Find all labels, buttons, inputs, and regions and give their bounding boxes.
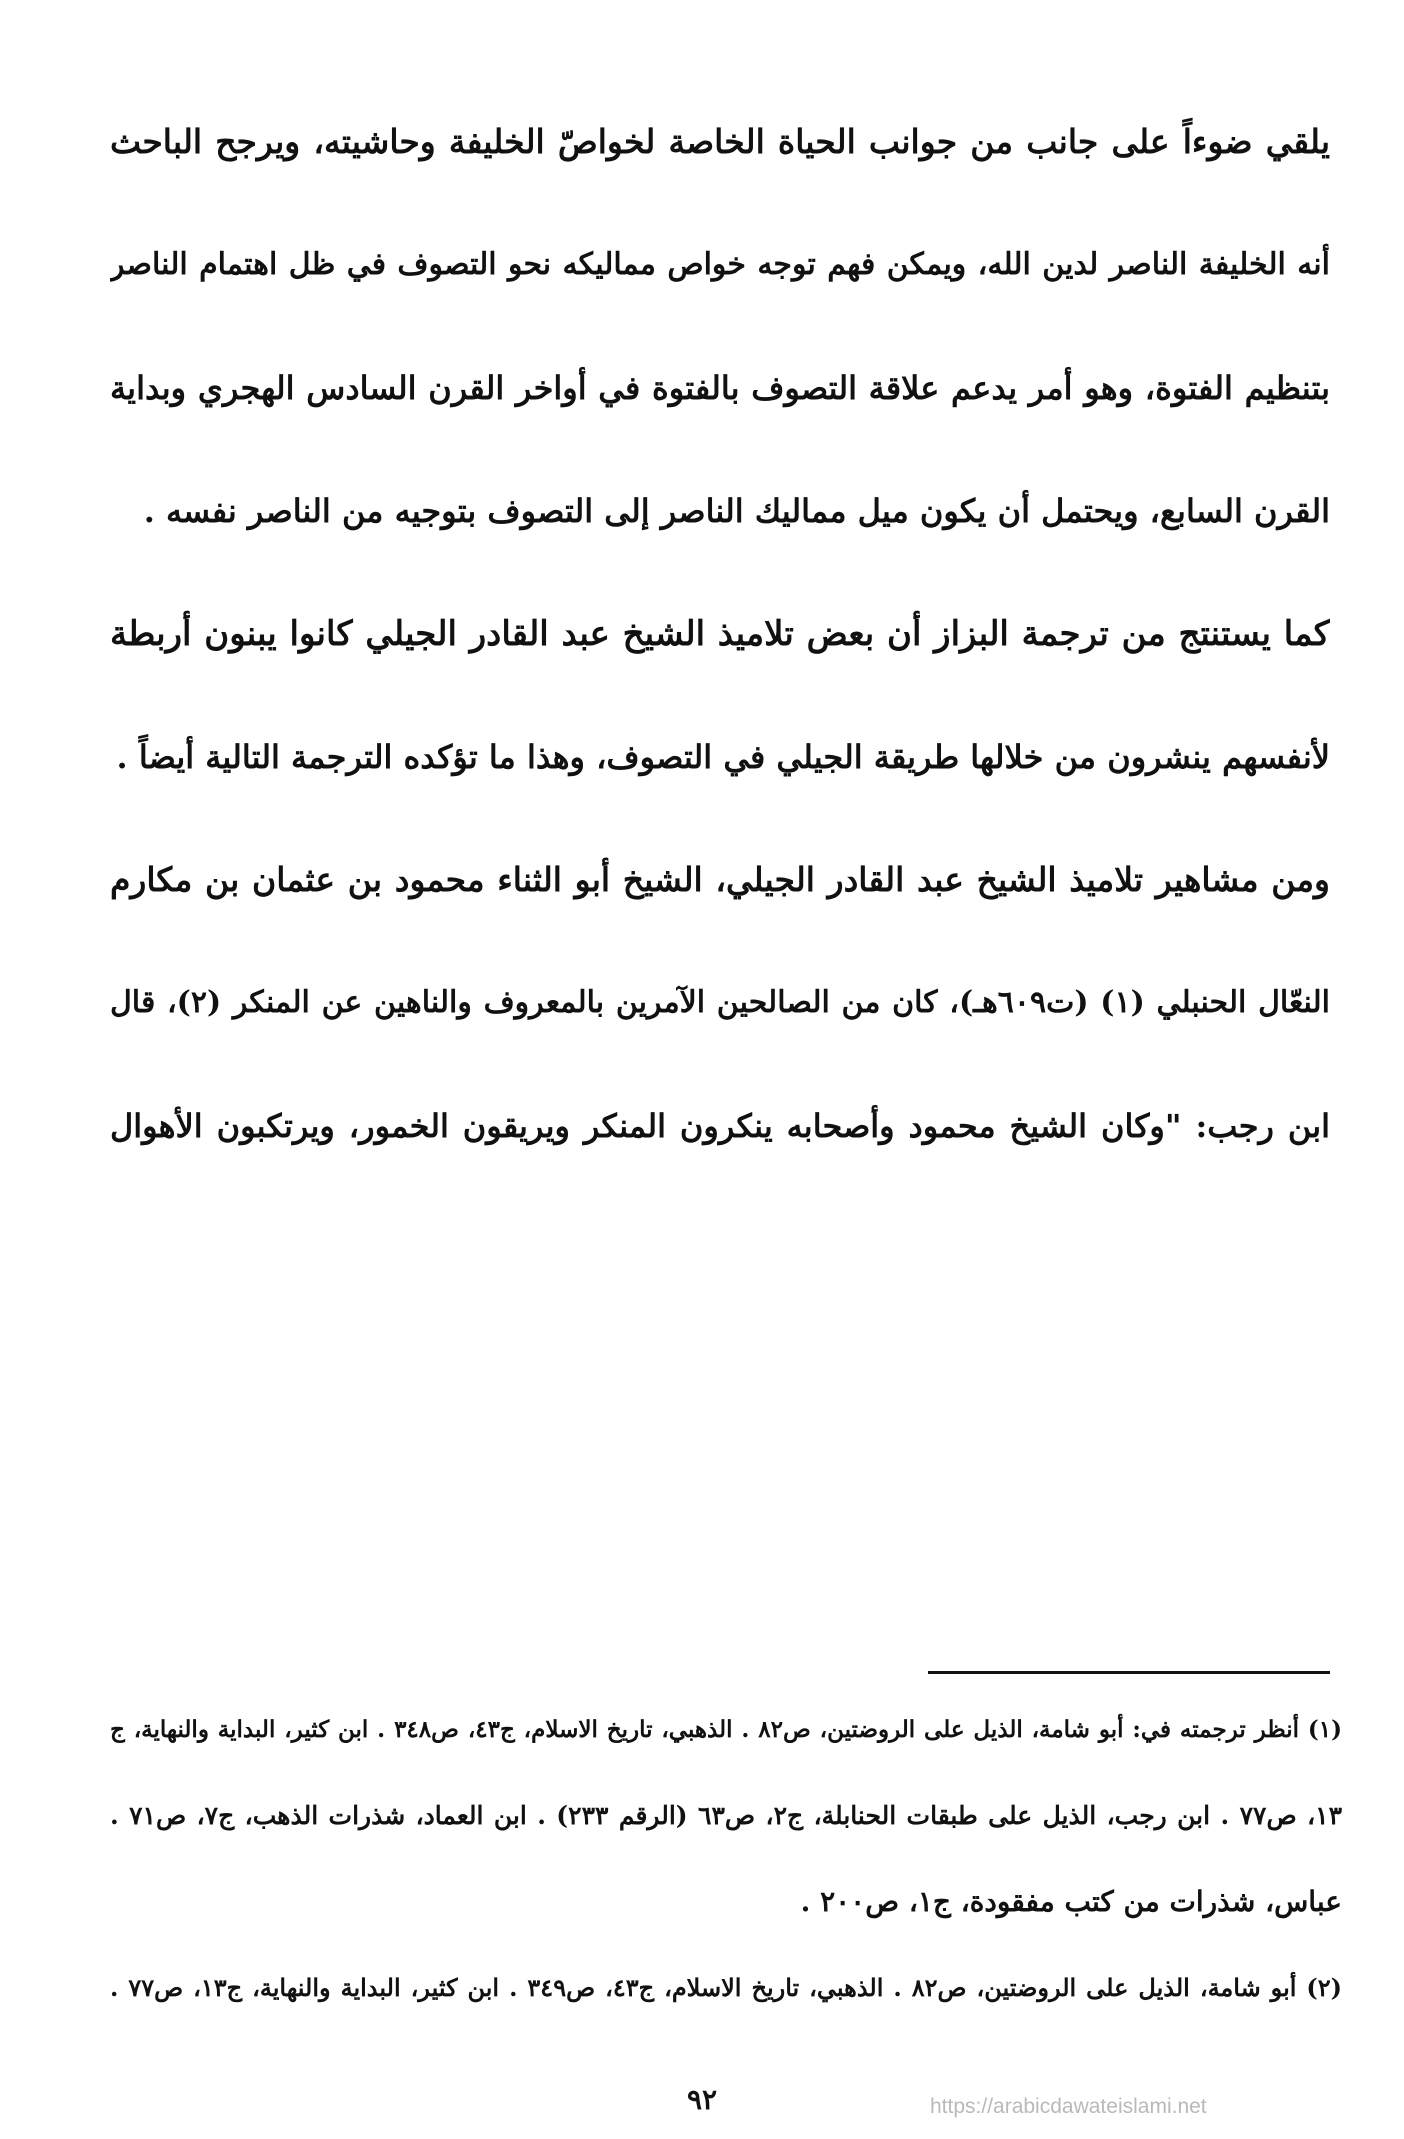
main-text (110, 112, 1330, 1219)
footnote-separator (928, 1671, 1330, 1674)
footnote-line: عباس، شذرات من كتب مفقودة، ج١، ص٢٠٠ . (800, 1885, 1342, 1918)
footnotes (110, 1710, 1342, 2054)
text-line: يلقي ضوءاً على جانب من جوانب الحياة الخاصة لخواصّ الخليفة وحاشيته، ويرجح الباحث (110, 122, 1330, 161)
text-line: ومن مشاهير تلاميذ الشيخ عبد القادر الجيلي، الشيخ أبو الثناء محمود بن عثمان بن مكارم (110, 860, 1330, 899)
footnote-line: (١) أنظر ترجمته في: أبو شامة، الذيل على الروضتين، ص٨٢ . الذهبي، تاريخ الاسلام، ج٤٣، ص٣٤٨ . ابن كثير، البداية والنهاية، ج (110, 1716, 1342, 1743)
text-line: لأنفسهم ينشرون من خلالها طريقة الجيلي في التصوف، وهذا ما تؤكده الترجمة التالية أيضاً . (116, 738, 1330, 776)
footnote-line: ١٣، ص٧٧ . ابن رجب، الذيل على طبقات الحنابلة، ج٢، ص٦٣ (الرقم ٢٣٣) . ابن العماد، شذرات الذهب، ج٧، ص٧١ . (110, 1801, 1342, 1830)
footnote-line: (٢) أبو شامة، الذيل على الروضتين، ص٨٢ . الذهبي، تاريخ الاسلام، ج٤٣، ص٣٤٩ . ابن كثير، البداية والنهاية، ج١٣، ص٧٧ . (110, 1973, 1342, 2002)
page-number: ٩٢ (686, 2083, 718, 2116)
text-line: أنه الخليفة الناصر لدين الله، ويمكن فهم توجه خواص مماليكه نحو التصوف في ظل اهتمام الناصر (110, 247, 1330, 282)
text-line: القرن السابع، ويحتمل أن يكون ميل مماليك الناصر إلى التصوف بتوجيه من الناصر نفسه . (143, 492, 1330, 530)
watermark-url: https://arabicdawateislami.net (930, 2095, 1207, 2118)
text-line: كما يستنتج من ترجمة البزاز أن بعض تلاميذ الشيخ عبد القادر الجيلي كانوا يبنون أربطة (110, 614, 1330, 654)
text-line: ابن رجب: "وكان الشيخ محمود وأصحابه ينكرون المنكر ويريقون الخمور، ويرتكبون الأهوال (110, 1107, 1330, 1145)
text-line: النعّال الحنبلي (١) (ت٦٠٩هـ)، كان من الصالحين الآمرين بالمعروف والناهين عن المنكر (٢)، قال (110, 985, 1330, 1020)
text-line: بتنظيم الفتوة، وهو أمر يدعم علاقة التصوف بالفتوة في أواخر القرن السادس الهجري وبداية (110, 369, 1330, 407)
